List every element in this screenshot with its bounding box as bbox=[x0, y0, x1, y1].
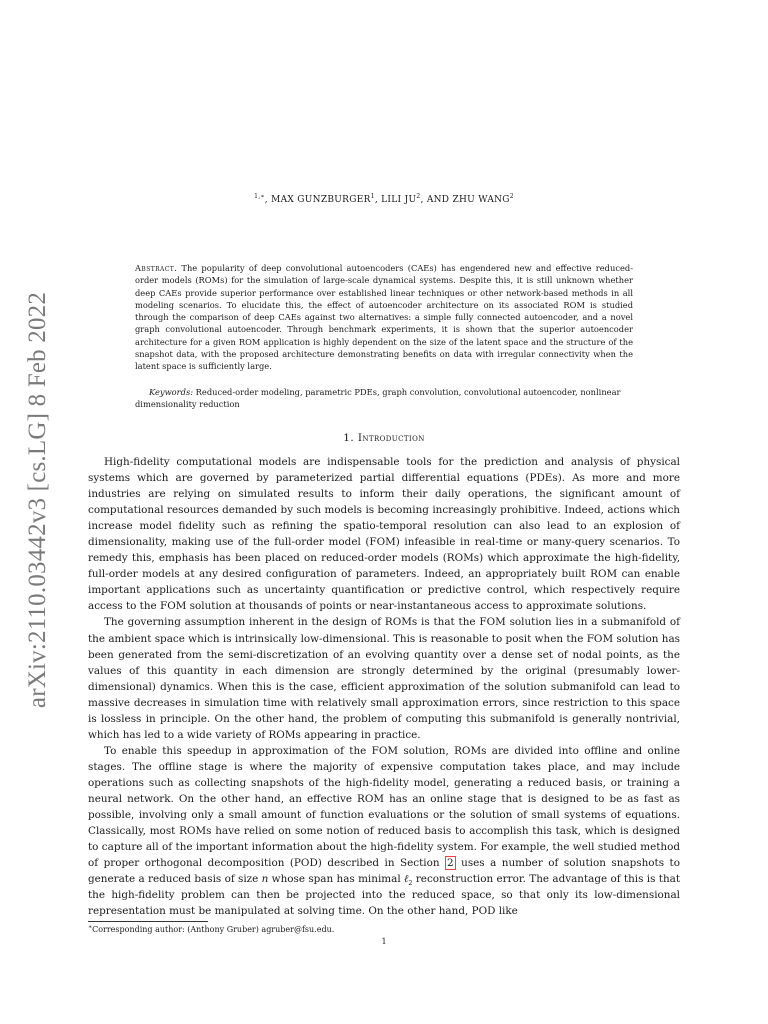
abstract bbox=[135, 262, 633, 373]
paragraph-text: whose span has minimal bbox=[271, 873, 401, 886]
keywords-label: Keywords: bbox=[149, 387, 194, 397]
author-name: , AND ZHU WANG bbox=[420, 195, 510, 205]
author-name: , MAX GUNZBURGER bbox=[264, 195, 371, 205]
math-variable: n bbox=[261, 873, 269, 886]
author-affiliation-mark: 1 bbox=[370, 193, 375, 200]
keywords-text: Reduced-order modeling, parametric PDEs, graph convolution, convolutional autoencoder, nonlinear dimensionality reduction bbox=[135, 387, 621, 410]
author-affiliation-mark: 1,∗ bbox=[254, 193, 265, 200]
author-affiliation-mark: 2 bbox=[509, 193, 514, 200]
paragraph-text: To enable this speedup in approximation of the FOM solution, ROMs are divided into offline and online stages. The offline stage is where the majority of expensive computation takes place, and may include operations such as collecting snapshots of the high-fidelity model, generating a reduced basis, or training a neural network. On the other hand, an effective ROM has an online stage that is designed to be as fast as possible, involving only a small amount of function evaluations or the solution of small systems of equations. Classically, most ROMs have relied on some notion of reduced basis to accomplish this task, which is designed to capture all of the important information about the high-fidelity system. For example, the well studied method of proper orthogonal decomposition (POD) described in Section bbox=[88, 744, 680, 870]
section-reference-link[interactable]: 2 bbox=[447, 857, 454, 870]
math-subscript: 2 bbox=[408, 879, 413, 888]
footnote-mark: ∗ bbox=[88, 923, 93, 931]
abstract-text: The popularity of deep convolutional autoencoders (CAEs) has engendered new and effective reduced-order models (ROMs) for the simulation of large-scale dynamical systems. Despite this, it is still unknown whether deep CAEs provide superior performance over established linear techniques or other network-based methods in all modeling scenarios. To elucidate this, the effect of autoencoder architecture on its associated ROM is studied through the comparison of deep CAEs against two alternatives: a simple fully connected autoencoder, and a novel graph convolutional autoencoder. Through benchmark experiments, it is shown that the superior autoencoder architecture for a given ROM application is highly dependent on the size of the latent space and the structure of the snapshot data, with the proposed architecture demonstrating benefits on data with irregular connectivity when the latent space is sufficiently large. bbox=[135, 263, 633, 372]
paragraph-text: reconstruction error. The advantage of this is that the high-fidelity problem can then be projected into the reduced space, so that only its low-dimensional representation must be manipulated at solving time. On the other hand, POD like bbox=[88, 873, 681, 918]
author-name: , LILI JU bbox=[374, 195, 417, 205]
abstract-heading: Abstract. bbox=[135, 263, 178, 273]
math-symbol: ℓ bbox=[404, 873, 409, 886]
footnote bbox=[88, 924, 680, 935]
paragraph bbox=[88, 743, 680, 920]
body-text bbox=[88, 454, 680, 919]
paragraph-text: uses a number of solution snapshots to generate a reduced basis of size bbox=[88, 857, 680, 886]
section-number: 1. bbox=[343, 432, 355, 444]
section-title: Introduction bbox=[357, 432, 425, 444]
keywords bbox=[135, 386, 633, 411]
author-affiliation-mark: 2 bbox=[416, 193, 421, 200]
author-list bbox=[0, 195, 768, 205]
page-number: 1 bbox=[381, 937, 387, 946]
arxiv-identifier-stamp: arXiv:2110.03442v3 [cs.LG] 8 Feb 2022 bbox=[24, 291, 51, 709]
paragraph: High-fidelity computational models are indispensable tools for the prediction and analysis of physical systems which are governed by parameterized partial differential equations (PDEs). As more and more industries are relying on simulated results to inform their daily operations, the significant amount of computational resources demanded by such models is becoming increasingly prohibitive. Indeed, actions which increase model fidelity such as refining the spatio-temporal resolution can also lead to an explosion of dimensionality, making use of the full-order model (FOM) infeasible in real-time or many-query scenarios. To remedy this, emphasis has been placed on reduced-order models (ROMs) which approximate the high-fidelity, full-order models at any desired configuration of parameters. Indeed, an appropriately built ROM can enable important applications such as uncertainty quantification or predictive control, which respectively require access to the FOM solution at thousands of points or near-instantaneous access to approximate solutions. bbox=[88, 456, 680, 613]
paragraph: The governing assumption inherent in the design of ROMs is that the FOM solution lies in a submanifold of the ambient space which is intrinsically low-dimensional. This is reasonable to posit when the FOM solution has been generated from the semi-discretization of an evolving quantity over a dense set of nodal points, as the values of this quantity in each dimension are strongly determined by the original (presumably lower-dimensional) dynamics. When this is the case, efficient approximation of the solution submanifold can lead to massive decreases in simulation time with relatively small approximation errors, since restriction to this space is lossless in principle. On the other hand, the problem of computing this submanifold is generally nontrivial, which has led to a wide variety of ROMs appearing in practice. bbox=[88, 616, 680, 741]
footnote-text: Corresponding author: (Anthony Gruber) agruber@fsu.edu. bbox=[92, 925, 335, 934]
footnote-divider bbox=[88, 921, 208, 922]
section-heading bbox=[0, 432, 768, 444]
